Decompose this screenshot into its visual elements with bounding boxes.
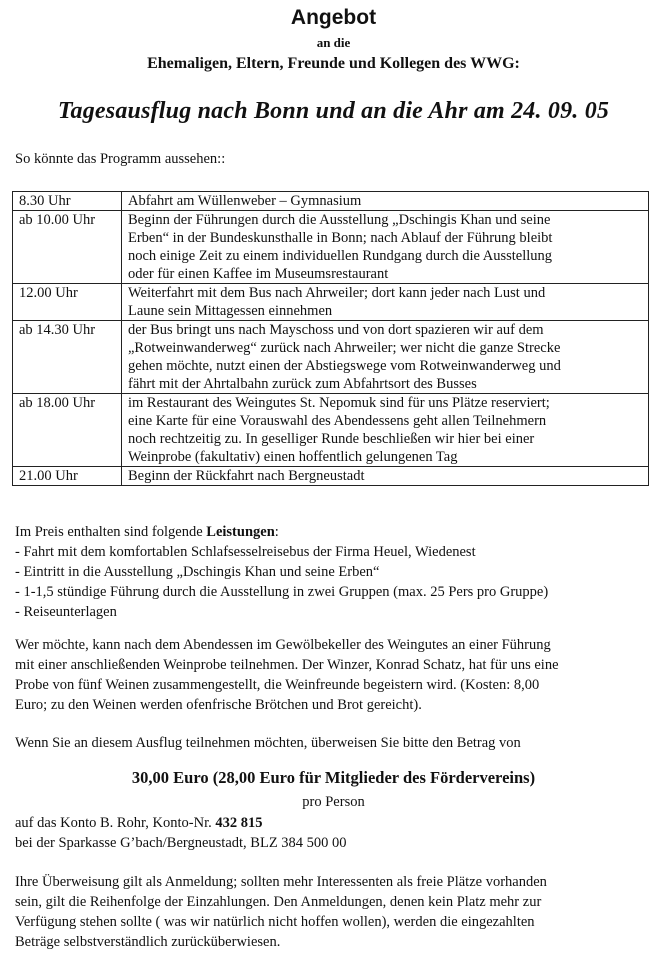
program-time: ab 10.00 Uhr [13,211,122,284]
paragraph-line: mit einer anschließenden Weinprobe teilnehmen. Der Winzer, Konrad Schatz, hat für uns eine [15,657,559,673]
program-row [13,284,649,321]
description-line: gehen möchte, nutzt einen der Abstiegswege vom Rotweinwanderweg und [128,358,561,374]
service-item: - 1-1,5 stündige Führung durch die Ausstellung in zwei Gruppen (max. 25 Pers pro Gruppe) [15,584,549,600]
program-description [122,394,649,467]
service-item: - Reiseunterlagen [15,604,117,620]
paragraph-line: Ihre Überweisung gilt als Anmeldung; sollten mehr Interessenten als freie Plätze vorhanden [15,874,547,890]
document-title: Angebot [290,6,377,29]
paragraph-line: sein, gilt die Reihenfolge der Einzahlungen. Den Anmeldungen, denen kein Platz mehr zur [15,894,542,910]
description-line: oder für einen Kaffee im Museumsrestaurant [128,266,389,282]
price-per-person: pro Person [302,794,365,810]
description-line: Weinprobe (fakultativ) einen hoffentlich gelungenen Tag [128,449,458,465]
paragraph-line: Euro; zu den Weinen werden ofenfrische Brötchen und Brot gereicht). [15,697,422,713]
description-line: Laune sein Mittagessen einnehmen [128,303,333,319]
document-subtitle: an die [316,35,351,50]
description-line: Beginn der Führungen durch die Ausstellung „Dschingis Khan und seine [128,212,551,228]
paragraph-line: Beträge selbstverständlich zurücküberwiesen. [15,934,281,950]
program-time: 8.30 Uhr [13,192,122,211]
program-description [122,192,649,211]
program-description [122,467,649,486]
account-prefix: auf das Konto B. Rohr, Konto-Nr. [15,815,216,831]
description-line: eine Karte für eine Vorauswahl des Abendessens geht allen Teilnehmern [128,413,547,429]
paragraph-line: Verfügung stehen sollte ( was wir natürlich nicht hoffen wollen), werden die eingezahlten [15,914,535,930]
program-row [13,211,649,284]
trip-headline: Tagesausflug nach Bonn und an die Ahr am 24. 09. 05 [57,98,610,124]
services-section [15,522,655,622]
description-line: Beginn der Rückfahrt nach Bergneustadt [128,468,365,484]
program-time: ab 14.30 Uhr [13,321,122,394]
description-line: Erben“ in der Bundeskunsthalle in Bonn; nach Ablauf der Führung bleibt [128,230,553,246]
program-time: ab 18.00 Uhr [13,394,122,467]
closing-paragraph [15,872,655,952]
description-line: fährt mit der Ahrtalbahn zurück zum Abfahrtsort des Busses [128,376,477,392]
program-row [13,394,649,467]
transfer-intro: Wenn Sie an diesem Ausflug teilnehmen möchten, überweisen Sie bitte den Betrag von [15,735,521,751]
wine-tasting-paragraph [15,635,655,715]
program-description [122,284,649,321]
description-line: noch rechtzeitig zu. In geselliger Runde beschließen wir hier bei einer [128,431,535,447]
paragraph-line: Probe von fünf Weinen zusammengestellt, die Weinfreunde begeistern wird. (Kosten: 8,00 [15,677,540,693]
services-lead-bold: Leistungen [206,524,275,540]
program-row [13,321,649,394]
program-time: 12.00 Uhr [13,284,122,321]
price-amount: 30,00 Euro (28,00 Euro für Mitglieder des Fördervereins) [131,768,536,787]
bank-details: bei der Sparkasse G’bach/Bergneustadt, BLZ 384 500 00 [15,835,347,851]
program-description [122,321,649,394]
services-lead: Im Preis enthalten sind folgende Leistungen: [15,524,279,540]
bank-account [15,813,655,853]
description-line: „Rotweinwanderweg“ zurück nach Ahrweiler; wer nicht die ganze Strecke [128,340,561,356]
program-row [13,467,649,486]
program-table [12,191,649,486]
paragraph-line: Wer möchte, kann nach dem Abendessen im Gewölbekeller des Weingutes an einer Führung [15,637,551,653]
account-number: 432 815 [215,815,263,831]
description-line: noch einige Zeit zu einem individuellen Rundgang durch die Ausstellung [128,248,553,264]
service-item: - Fahrt mit dem komfortablen Schlafsesselreisebus der Firma Heuel, Wiedenest [15,544,476,560]
service-item: - Eintritt in die Ausstellung „Dschingis Khan und seine Erben“ [15,564,380,580]
program-time: 21.00 Uhr [13,467,122,486]
program-description [122,211,649,284]
audience-line: Ehemaligen, Eltern, Freunde und Kollegen des WWG: [147,55,520,72]
description-line: Weiterfahrt mit dem Bus nach Ahrweiler; dort kann jeder nach Lust und [128,285,546,301]
description-line: Abfahrt am Wüllenweber – Gymnasium [128,193,362,209]
description-line: der Bus bringt uns nach Mayschoss und von dort spazieren wir auf dem [128,322,544,338]
program-intro: So könnte das Programm aussehen:: [15,151,226,167]
program-row [13,192,649,211]
description-line: im Restaurant des Weingutes St. Nepomuk sind für uns Plätze reserviert; [128,395,550,411]
